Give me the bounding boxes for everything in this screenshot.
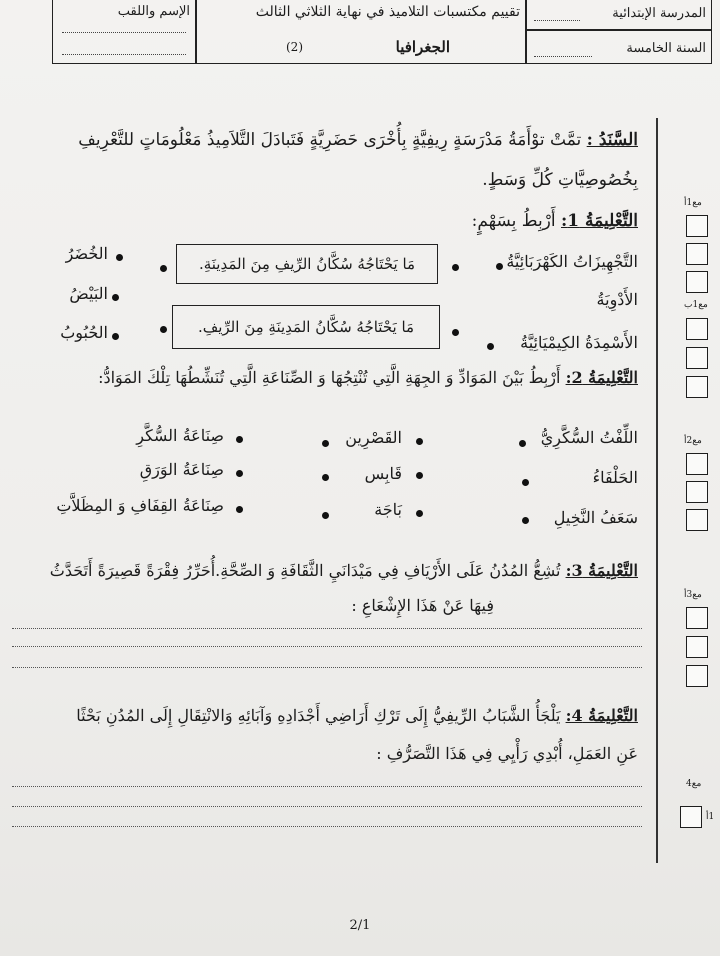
connect-dot[interactable] [112, 294, 119, 301]
task2-label: التَّعْلِيمَةُ 2: [565, 368, 638, 387]
task4-text-2: عَنِ العَمَلِ، أُبْدِي رَأْيِي فِي هَذَا التَّصَرُّفِ : [376, 744, 638, 763]
task2-region-2: قَابِس [364, 464, 402, 483]
connect-dot[interactable] [452, 264, 459, 271]
task1-box-rural-needs: مَا يَحْتَاجُهُ سُكَّانُ الرِّيفِ مِنَ المَدِينَةِ. [176, 244, 438, 284]
score-box[interactable] [686, 665, 708, 687]
task2-instruction [98, 368, 638, 387]
connect-dot[interactable] [416, 472, 423, 479]
task1-left-item-1: الخُضَرُ [65, 244, 108, 263]
task4-text-1: يَلْجَأُ الشَّبَابُ الرِّيفِيُّ إِلَى تَرْكِ أَرَاضِي أَجْدَادِهِ وَآبَائِهِ وَالانْتِقَالِ إِلَى المُدُنِ بَحْثًا [76, 706, 561, 725]
connect-dot[interactable] [160, 265, 167, 272]
score-box[interactable] [686, 607, 708, 629]
task2-material-1: اللِّفْتُ السُّكَّرِيُّ [540, 428, 638, 447]
page-number: 2/1 [349, 918, 371, 933]
criterion-3a-label: مع3أ [684, 590, 702, 600]
connect-dot[interactable] [452, 329, 459, 336]
name-field[interactable] [62, 32, 186, 33]
sanad-line-2 [482, 170, 638, 190]
score-box[interactable] [686, 243, 708, 265]
task2-material-2: الحَلْفَاءُ [592, 468, 638, 487]
task3-label: التَّعْلِيمَةُ 3: [565, 561, 638, 580]
school-field[interactable] [534, 20, 580, 21]
answer-line[interactable] [12, 628, 642, 629]
level-field[interactable] [534, 56, 592, 57]
criterion-4-label: مع4 [686, 779, 702, 789]
score-box[interactable] [686, 509, 708, 531]
answer-line[interactable] [12, 786, 642, 787]
connect-dot[interactable] [160, 326, 167, 333]
connect-dot[interactable] [116, 254, 123, 261]
task1-right-item-3: الأَسْمِدَةُ الكِيمْيَائِيَّةُ [520, 333, 638, 352]
score-box[interactable] [686, 215, 708, 237]
task1-right-item-2: الأَدْوِيَةُ [596, 290, 638, 309]
connect-dot[interactable] [416, 510, 423, 517]
score-box[interactable] [686, 347, 708, 369]
task2-region-3: بَاجَة [374, 500, 402, 519]
task1-box-urban-needs: مَا يَحْتَاجُهُ سُكَّانُ المَدِينَةِ مِنَ الرِّيفِ. [172, 305, 440, 349]
answer-line[interactable] [12, 826, 642, 827]
connect-dot[interactable] [236, 470, 243, 477]
task3-text-2: فِيهَا عَنْ هَذَا الإِشْعَاعِ : [351, 596, 494, 615]
connect-dot[interactable] [522, 517, 529, 524]
score-box[interactable] [686, 481, 708, 503]
connect-dot[interactable] [416, 438, 423, 445]
sanad-label: السَّنَدُ : [586, 130, 638, 150]
task2-industry-3: صِنَاعَةُ القِفَافِ وَ المِظَلاَّتِ [56, 496, 224, 515]
name-field-2[interactable] [62, 54, 186, 55]
school-label: المدرسة الإبتدائية [612, 6, 706, 21]
connect-dot[interactable] [112, 333, 119, 340]
task1-instruction [472, 211, 638, 231]
task2-material-3: سَعَفُ النَّخِيلِ [553, 508, 638, 527]
task1-left-item-2: البَيْضُ [69, 284, 108, 303]
level-label: السنة الخامسة [626, 41, 706, 56]
connect-dot[interactable] [487, 343, 494, 350]
connect-dot[interactable] [236, 436, 243, 443]
answer-line[interactable] [12, 646, 642, 647]
task1-left-item-3: الحُبُوبُ [60, 323, 108, 342]
connect-dot[interactable] [496, 263, 503, 270]
name-label: الإسم واللقب [117, 4, 190, 19]
criterion-1b-label: مع1ب [684, 300, 708, 310]
margin-rule [656, 118, 658, 863]
task2-industry-2: صِنَاعَةُ الوَرَقِ [139, 460, 224, 479]
task2-region-1: القَصْرِين [345, 428, 402, 447]
task2-industry-1: صِنَاعَةُ السُّكَّرِ [136, 426, 224, 445]
subject: الجغرافيا [395, 38, 450, 56]
task4-line-1 [76, 706, 638, 725]
score-box[interactable] [686, 376, 708, 398]
sanad-line-1 [78, 130, 638, 150]
score-box[interactable] [686, 453, 708, 475]
task1-right-item-1: التَّجْهِيزَاتُ الكَهْرَبَائِيَّةُ [506, 252, 638, 271]
task4-label: التَّعْلِيمَةُ 4: [565, 706, 638, 725]
sanad-text-2: بِخُصُوصِيَّاتِ كُلِّ وَسَطٍ. [482, 170, 638, 190]
score-box[interactable] [686, 271, 708, 293]
sanad-text-1: تمَّتْ توْأَمَةُ مَدْرَسَةٍ رِيفِيَّةٍ بِأُخْرَى حَضَرِيَّةٍ فَتَبادَلَ التَّلاَمِيذُ مَعْلُومَاتٍ للتَّعْرِيفِ [78, 130, 582, 150]
task4-line-2 [376, 744, 638, 763]
task2-text: أَرْبِطُ بَيْنَ المَوَادِّ وَ الجِهَةِ الَّتِي تُنْتِجُهَا وَ الصِّنَاعَةِ الَّتِي تُنَشِّطُهَا تِلْكَ المَوَادُّ: [98, 368, 561, 387]
connect-dot[interactable] [322, 440, 329, 447]
connect-dot[interactable] [522, 479, 529, 486]
connect-dot[interactable] [519, 440, 526, 447]
task1-text: أَرْبِطُ بِسَهْمٍ: [471, 211, 556, 231]
answer-line[interactable] [12, 667, 642, 668]
exam-title: تقييم مكتسبات التلاميذ في نهاية الثلاثي الثالث [255, 4, 520, 20]
criterion-4-sub-label: 1أ [706, 812, 715, 822]
task1-label: التَّعْلِيمَةُ 1: [561, 211, 638, 231]
subject-num: (2) [286, 40, 303, 54]
connect-dot[interactable] [322, 512, 329, 519]
criterion-1a-label: مع1أ [684, 198, 702, 208]
connect-dot[interactable] [236, 506, 243, 513]
score-box[interactable] [686, 636, 708, 658]
task3-line-1 [50, 561, 638, 580]
task3-line-2 [351, 596, 494, 615]
task3-text-1: تُشِعُّ المُدُنُ عَلَى الأَرْيَافِ فِي مَيْدَانَيِ الثَّقَافَةِ وَ الصِّحَّةِ.أُحَرِّرُ فِقْرَةً قَصِيرَةً أَتَحَدَّثُ [49, 561, 561, 580]
criterion-2a-label: مع2أ [684, 436, 702, 446]
connect-dot[interactable] [322, 474, 329, 481]
score-box[interactable] [686, 318, 708, 340]
score-box[interactable] [680, 806, 702, 828]
answer-line[interactable] [12, 806, 642, 807]
